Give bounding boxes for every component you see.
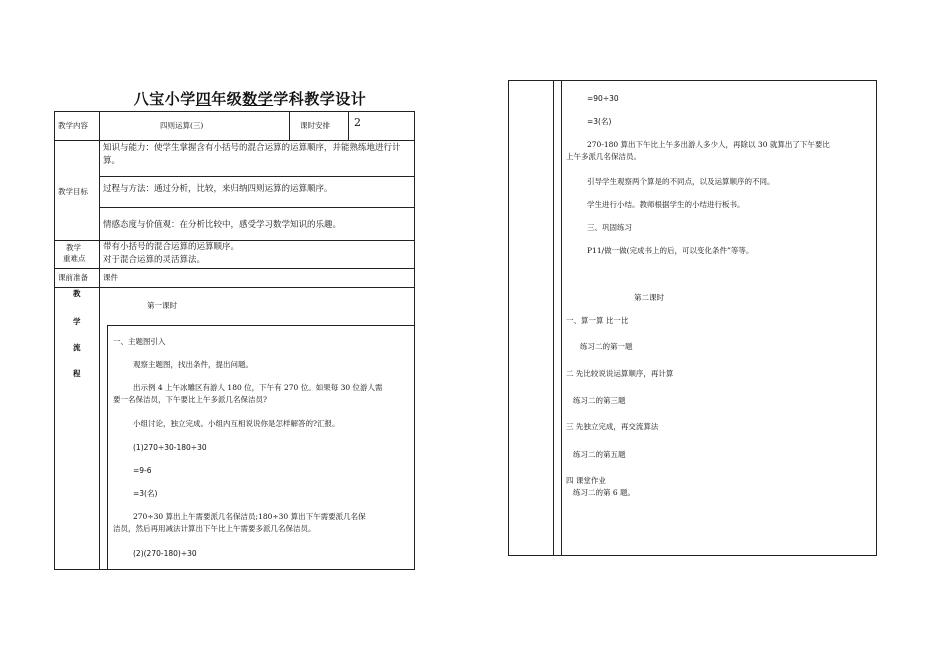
flow-label-char-2: 学: [73, 317, 81, 326]
goal-process: 过程与方法：通过分析，比较，来归纳四则运算的运算顺序。: [103, 184, 333, 194]
content-label: 教学内容: [58, 121, 88, 130]
flow-label-char-1: 教: [73, 289, 81, 298]
flow-line: 观察主题图，找出条件，提出问题。: [133, 360, 253, 369]
flow-line: 一、主题图引入: [113, 337, 166, 346]
lesson2-title: 第二课时: [634, 293, 664, 302]
page-title: [70, 88, 430, 109]
flow-line: 洁员，然后再用减法计算出下午比上午需要多派几名保洁员。: [113, 524, 316, 533]
flow-line: (2)(270-180)÷30: [133, 549, 197, 558]
right-line: 270-180 算出下午比上午多出游人多少人，再除以 30 就算出了下午要比: [587, 140, 830, 149]
title-subject: 数学: [242, 90, 274, 108]
keypoint-1: 带有小括号的混合运算的运算顺序。: [103, 242, 240, 252]
right-line: =90÷30: [587, 94, 619, 103]
flow-line: 小组讨论，独立完成。小组内互相说说你是怎样解答的?汇报。: [133, 419, 340, 428]
right-line: P11/做一做(完成书上的后，可以变化条件”等等。: [587, 246, 754, 255]
right-line: =3(名): [587, 117, 612, 126]
lesson2-line: 三 先独立完成，再交流算法: [566, 422, 659, 431]
lesson2-line: 四 课堂作业: [566, 476, 606, 485]
flow-line: 270÷30 算出上午需要派几名保洁员;180÷30 算出下午需要派几名保: [133, 512, 366, 521]
right-line: 上午多派几名保洁员。: [566, 152, 641, 161]
keypoint-2: 对于混合运算的灵活算法。: [103, 255, 206, 265]
right-line: 三、巩固练习: [587, 223, 632, 232]
content-value: 四则运算(三): [160, 121, 204, 130]
goal-knowledge: 知识与能力：使学生掌握含有小括号的混合运算的运算顺序，并能熟练地进行计算。: [103, 143, 401, 166]
keypoints-label-2: 重难点: [63, 254, 86, 263]
flow-label-char-3: 流: [73, 343, 81, 352]
goal-emotion: 情感态度与价值观：在分析比较中，感受学习数学知识的乐趣。: [103, 220, 342, 230]
lesson2-line: 二 先比较说说运算顺序，再计算: [566, 369, 674, 378]
flow-line: 要一名保洁员，下午要比上午多派几名保洁员?: [113, 395, 268, 404]
flow-line: =9-6: [133, 466, 152, 475]
prep-value: 课件: [103, 273, 118, 282]
title-suffix: 学科教学设计: [273, 90, 367, 108]
title-prefix: 八宝小学: [133, 90, 196, 108]
lesson2-line: 练习二的第一题: [580, 342, 633, 351]
prep-label: 课前准备: [58, 273, 88, 282]
lesson2-line: 一、算一算 比一比: [566, 316, 629, 325]
keypoints-label-1: 教学: [66, 243, 81, 252]
lesson2-line: 练习二的第 6 题。: [573, 488, 636, 497]
lesson2-line: 练习二的第五题: [573, 450, 626, 459]
title-level: 四: [195, 90, 212, 108]
flow-line: (1)270÷30-180÷30: [133, 443, 207, 452]
right-line: 学生进行小结。教师根据学生的小结进行板书。: [587, 200, 745, 209]
right-line: 引导学生观察两个算是的不同点，以及运算顺序的不同。: [587, 177, 775, 186]
schedule-label: 课时安排: [300, 121, 330, 130]
goals-label: 教学目标: [58, 187, 88, 196]
flow-label-char-4: 程: [73, 369, 81, 378]
lesson2-line: 练习二的第三题: [573, 396, 626, 405]
schedule-value: 2: [354, 116, 361, 129]
flow-line: 出示例 4 上午冰雕区有游人 180 位，下午有 270 位。如果每 30 位游人需: [133, 383, 383, 392]
lesson1-title: 第一课时: [147, 301, 177, 310]
flow-line: =3(名): [133, 489, 158, 498]
title-grade: 年级: [211, 90, 243, 108]
